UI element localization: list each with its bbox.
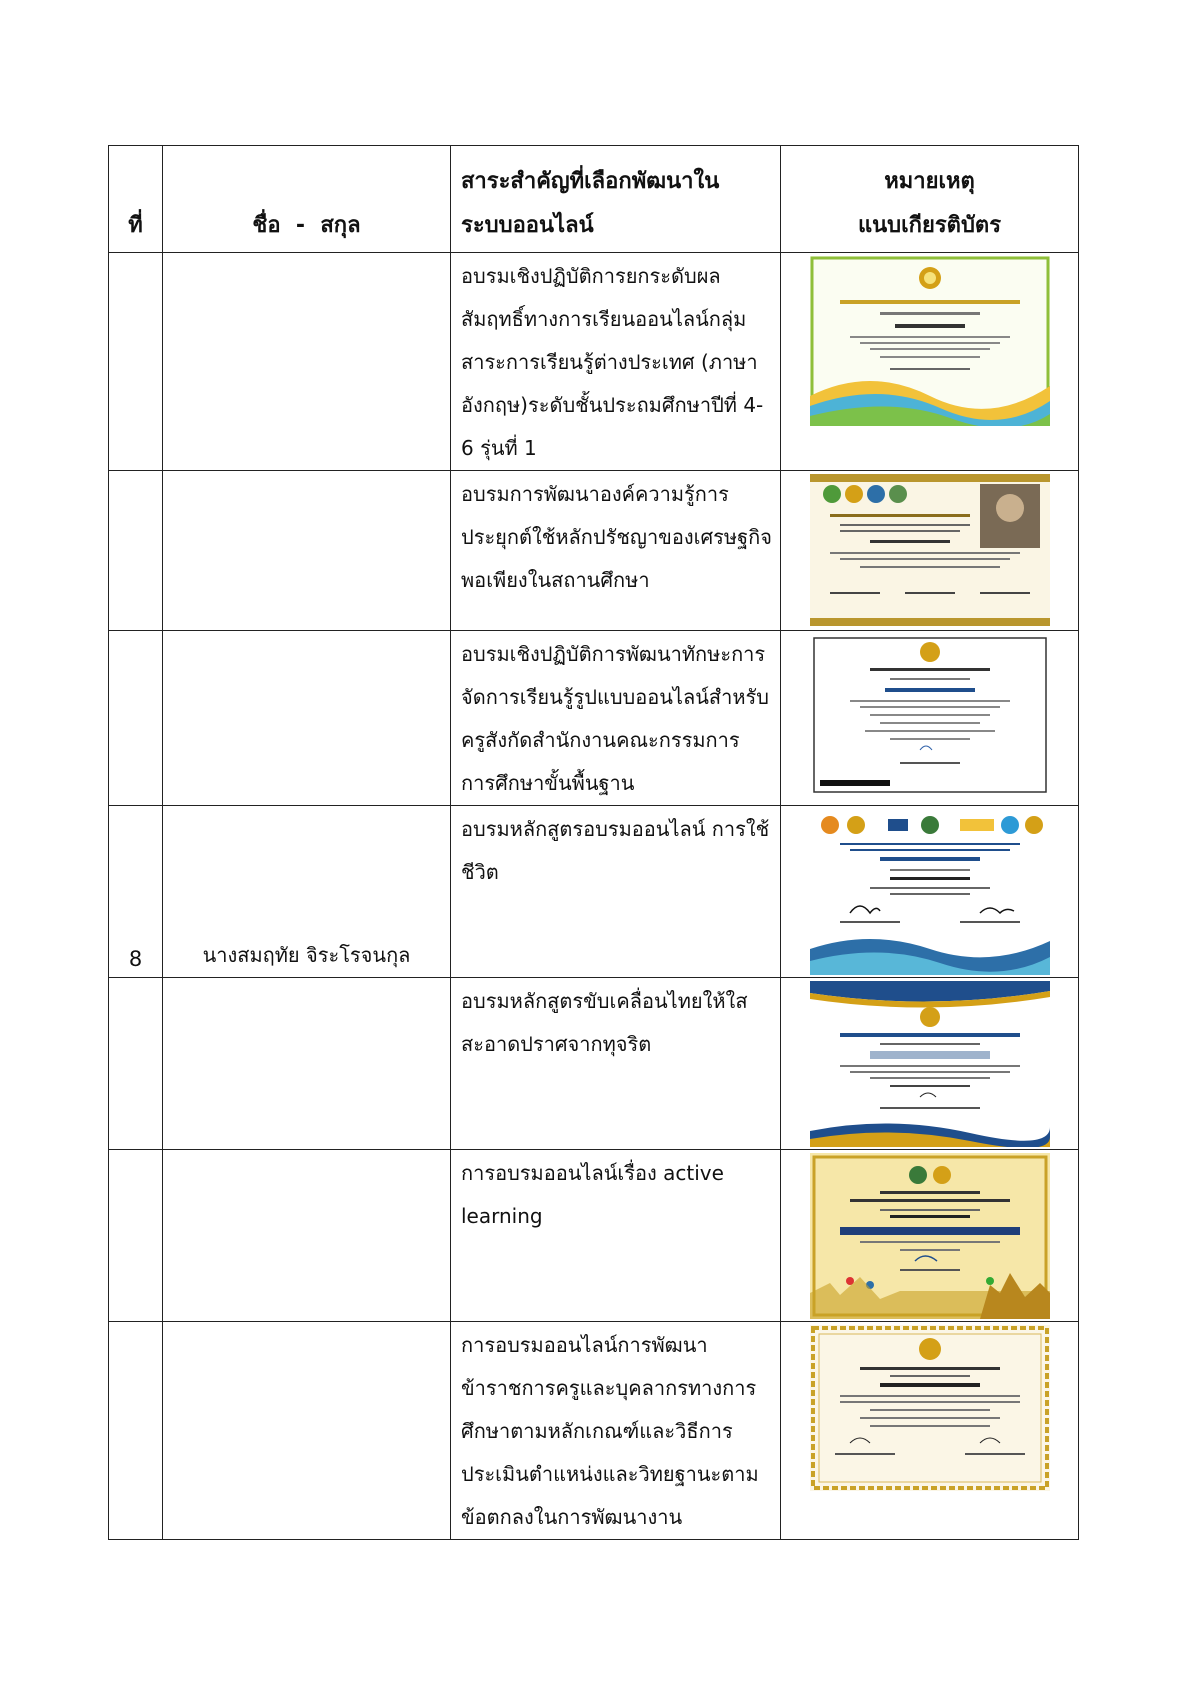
header-no: ที่: [109, 146, 163, 253]
header-name-label: ชื่อ - สกุล: [252, 213, 361, 238]
table-row: [109, 978, 1079, 1150]
topic-cell: การอบรมออนไลน์การพัฒนาข้าราชการครูและบุคลากรทางการศึกษาตามหลักเกณฑ์และวิธีการประเมินตำแหน่งและวิทยฐานะตามข้อตกลงในการพัฒนางาน: [451, 1322, 781, 1540]
training-table: [108, 145, 1079, 1540]
header-topic-line2: ระบบออนไลน์: [461, 213, 594, 238]
certificate-image: [810, 474, 1050, 626]
table-row: [109, 1150, 1079, 1322]
topic-cell: อบรมหลักสูตรขับเคลื่อนไทยให้ใสสะอาดปราศจากทุจริต: [451, 978, 781, 1150]
person-name: นางสมฤทัย จิระโรจนกุล: [163, 806, 451, 978]
table-row: [109, 471, 1079, 631]
certificate-cell: [781, 978, 1079, 1150]
certificate-cell: [781, 806, 1079, 978]
name-cell: [163, 1322, 451, 1540]
certificate-cell: [781, 471, 1079, 631]
certificate-image: [810, 256, 1050, 426]
no-cell: [109, 978, 163, 1150]
no-cell: [109, 471, 163, 631]
certificate-image: [810, 1153, 1050, 1319]
table-row: [109, 1322, 1079, 1540]
name-cell: [163, 471, 451, 631]
certificate-image: [810, 634, 1050, 796]
no-cell: [109, 1150, 163, 1322]
no-cell: [109, 631, 163, 806]
certificate-cell: [781, 1150, 1079, 1322]
table-row: [109, 806, 1079, 978]
header-name: [163, 146, 451, 253]
topic-cell: อบรมเชิงปฏิบัติการยกระดับผลสัมฤทธิ์ทางการเรียนออนไลน์กลุ่มสาระการเรียนรู้ต่างประเทศ (ภาษาอังกฤษ)ระดับชั้นประถมศึกษาปีที่ 4-6 รุ่นที่ 1: [451, 253, 781, 471]
certificate-cell: [781, 631, 1079, 806]
name-cell: [163, 978, 451, 1150]
header-note-line2: แนบเกียรติบัตร: [857, 213, 1002, 238]
certificate-cell: [781, 1322, 1079, 1540]
certificate-cell: [781, 253, 1079, 471]
table-row: [109, 631, 1079, 806]
topic-cell: อบรมการพัฒนาองค์ความรู้การประยุกต์ใช้หลักปรัชญาของเศรษฐกิจพอเพียงในสถานศึกษา: [451, 471, 781, 631]
topic-cell: อบรมหลักสูตรอบรมออนไลน์ การใช้ชีวิต: [451, 806, 781, 978]
name-cell: [163, 1150, 451, 1322]
header-note-line1: หมายเหตุ: [884, 169, 975, 194]
certificate-image: [810, 1325, 1050, 1491]
topic-cell: อบรมเชิงปฏิบัติการพัฒนาทักษะการจัดการเรียนรู้รูปแบบออนไลน์สำหรับครูสังกัดสำนักงานคณะกรรมการการศึกษาขั้นพื้นฐาน: [451, 631, 781, 806]
name-cell: [163, 253, 451, 471]
certificate-image: [810, 981, 1050, 1147]
topic-cell: การอบรมออนไลน์เรื่อง active learning: [451, 1150, 781, 1322]
no-cell: [109, 1322, 163, 1540]
header-topic: [451, 146, 781, 253]
table-row: [109, 253, 1079, 471]
header-note: [781, 146, 1079, 253]
name-cell: [163, 631, 451, 806]
header-row: [109, 146, 1079, 253]
header-topic-line1: สาระสำคัญที่เลือกพัฒนาใน: [461, 169, 720, 194]
no-cell: [109, 253, 163, 471]
row-number: 8: [109, 806, 163, 978]
certificate-image: [810, 809, 1050, 975]
